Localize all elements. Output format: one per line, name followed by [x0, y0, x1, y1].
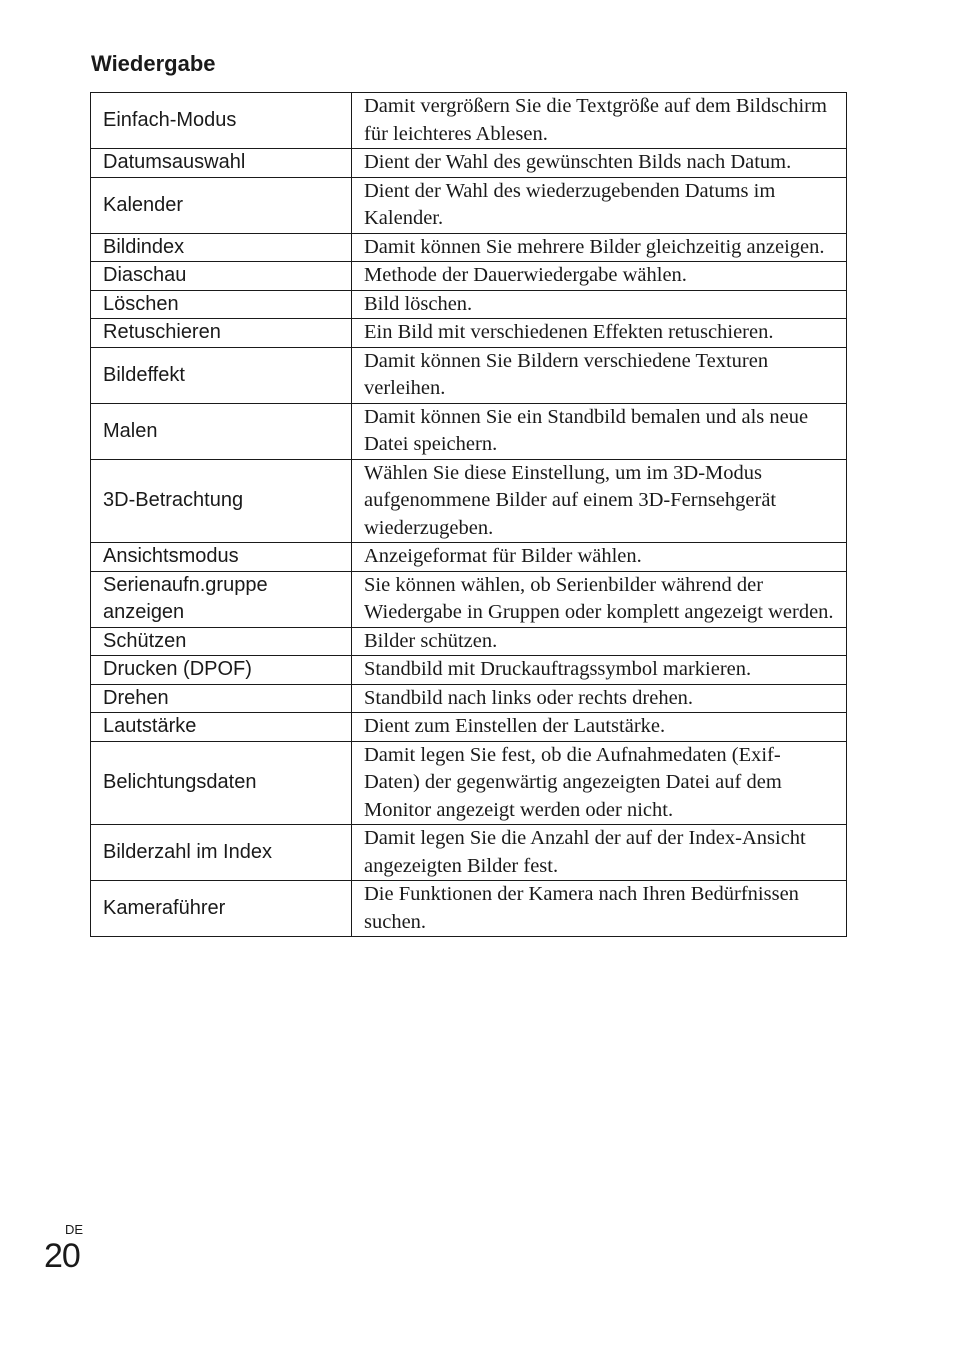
- setting-name: Bilderzahl im Index: [91, 825, 352, 881]
- setting-description: Die Funktionen der Kamera nach Ihren Bedürfnissen suchen.: [352, 881, 847, 937]
- table-row: [91, 543, 847, 572]
- table-row: [91, 403, 847, 459]
- setting-name: Drucken (DPOF): [91, 656, 352, 685]
- table-row: [91, 262, 847, 291]
- setting-name: Bildeffekt: [91, 347, 352, 403]
- setting-description: Ein Bild mit verschiedenen Effekten retuschieren.: [352, 319, 847, 348]
- setting-description: Dient der Wahl des wiederzugebenden Datums im Kalender.: [352, 177, 847, 233]
- table-row: [91, 881, 847, 937]
- setting-description: Bilder schützen.: [352, 627, 847, 656]
- table-row: [91, 347, 847, 403]
- setting-name: Kalender: [91, 177, 352, 233]
- setting-name: 3D-Betrachtung: [91, 459, 352, 543]
- setting-name: Bildindex: [91, 233, 352, 262]
- setting-description: Sie können wählen, ob Serienbilder während der Wiedergabe in Gruppen oder komplett angezeigt werden.: [352, 571, 847, 627]
- setting-name: Datumsauswahl: [91, 149, 352, 178]
- setting-name: Serienaufn.gruppe anzeigen: [91, 571, 352, 627]
- table-row: [91, 149, 847, 178]
- setting-description: Standbild nach links oder rechts drehen.: [352, 684, 847, 713]
- setting-name: Kameraführer: [91, 881, 352, 937]
- table-row: [91, 741, 847, 825]
- setting-name: Einfach-Modus: [91, 93, 352, 149]
- page-number: 20: [44, 1237, 80, 1275]
- setting-description: Dient der Wahl des gewünschten Bilds nach Datum.: [352, 149, 847, 178]
- table-row: [91, 319, 847, 348]
- language-code: DE: [65, 1222, 84, 1237]
- table-row: [91, 571, 847, 627]
- setting-description: Wählen Sie diese Einstellung, um im 3D-Modus aufgenommene Bilder auf einem 3D-Fernsehgerät wiederzugeben.: [352, 459, 847, 543]
- playback-settings-table: [90, 92, 847, 937]
- table-row: [91, 459, 847, 543]
- table-row: [91, 627, 847, 656]
- setting-name: Malen: [91, 403, 352, 459]
- setting-description: Damit vergrößern Sie die Textgröße auf dem Bildschirm für leichteres Ablesen.: [352, 93, 847, 149]
- setting-description: Methode der Dauerwiedergabe wählen.: [352, 262, 847, 291]
- table-row: [91, 684, 847, 713]
- setting-description: Dient zum Einstellen der Lautstärke.: [352, 713, 847, 742]
- setting-description: Standbild mit Druckauftragssymbol markieren.: [352, 656, 847, 685]
- setting-description: Damit können Sie Bildern verschiedene Texturen verleihen.: [352, 347, 847, 403]
- setting-description: Damit legen Sie fest, ob die Aufnahmedaten (Exif-Daten) der gegenwärtig angezeigten Datei auf dem Monitor angezeigt werden oder nicht.: [352, 741, 847, 825]
- setting-description: Damit können Sie ein Standbild bemalen und als neue Datei speichern.: [352, 403, 847, 459]
- setting-name: Retuschieren: [91, 319, 352, 348]
- table-row: [91, 177, 847, 233]
- table-row: [91, 825, 847, 881]
- section-title: Wiedergabe: [91, 51, 216, 76]
- table-row: [91, 233, 847, 262]
- setting-description: Damit legen Sie die Anzahl der auf der Index-Ansicht angezeigten Bilder fest.: [352, 825, 847, 881]
- setting-description: Anzeigeformat für Bilder wählen.: [352, 543, 847, 572]
- table-row: [91, 656, 847, 685]
- setting-name: Ansichtsmodus: [91, 543, 352, 572]
- setting-description: Bild löschen.: [352, 290, 847, 319]
- table-row: [91, 713, 847, 742]
- table-row: [91, 93, 847, 149]
- setting-name: Lautstärke: [91, 713, 352, 742]
- setting-name: Löschen: [91, 290, 352, 319]
- setting-name: Belichtungsdaten: [91, 741, 352, 825]
- table-row: [91, 290, 847, 319]
- setting-name: Drehen: [91, 684, 352, 713]
- setting-description: Damit können Sie mehrere Bilder gleichzeitig anzeigen.: [352, 233, 847, 262]
- setting-name: Diaschau: [91, 262, 352, 291]
- setting-name: Schützen: [91, 627, 352, 656]
